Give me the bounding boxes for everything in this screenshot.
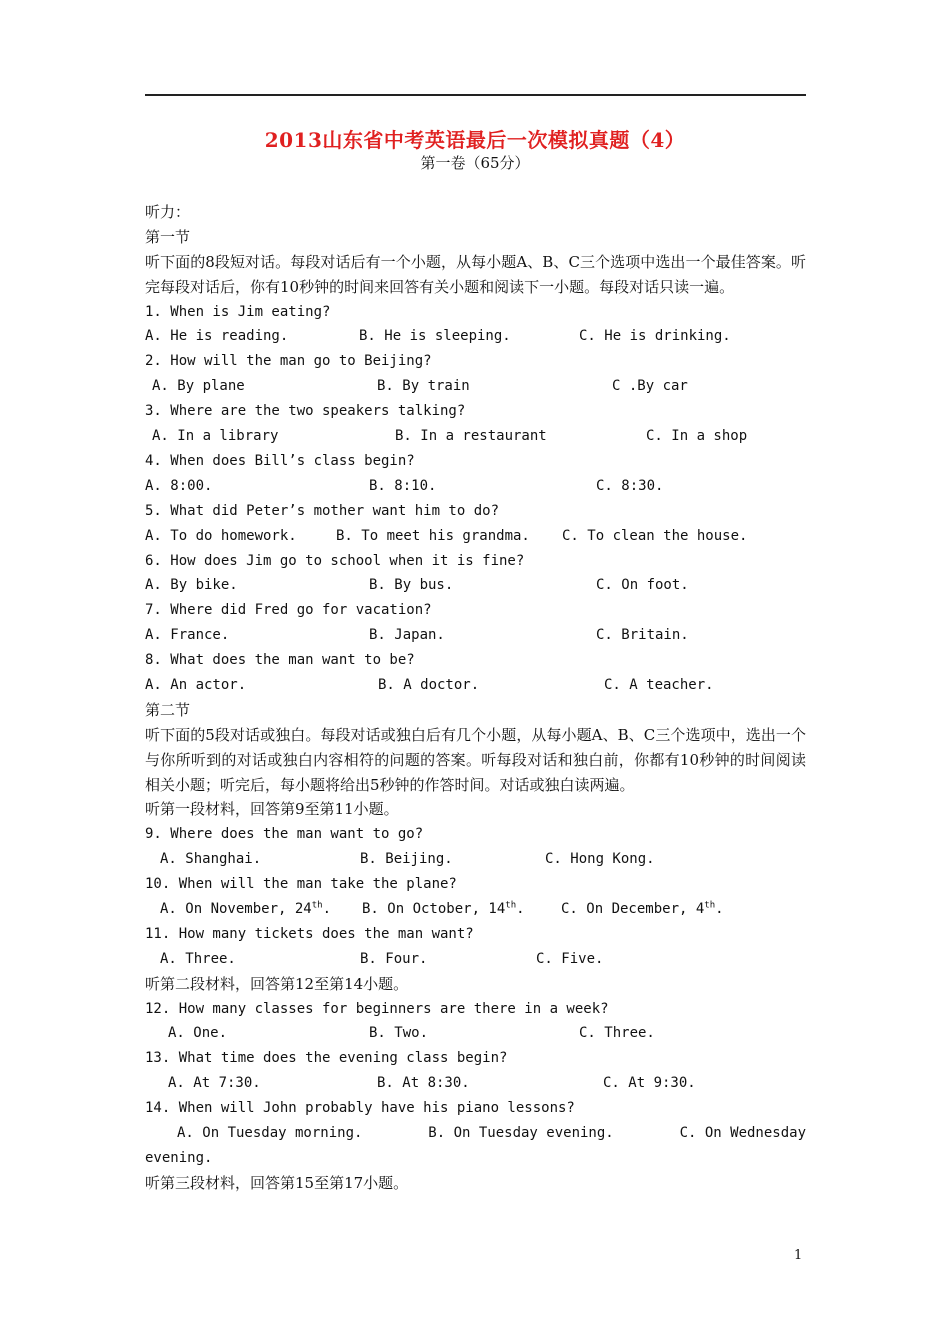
question-8: 8. What does the man want to be? [145,652,415,669]
options-5 [145,524,806,549]
option-c: C. On foot. [596,577,689,594]
option-b: B. On Tuesday evening. [428,1125,614,1142]
question-5: 5. What did Peter’s mother want him to do? [145,502,500,519]
option-a: A. At 7:30. [168,1075,261,1092]
option-c-continued: evening. [145,1149,213,1166]
option-c: C. Five. [536,950,604,967]
question-9: 9. Where does the man want to go? [145,826,424,843]
option-b: B. By bus. [369,577,454,594]
question-3: 3. Where are the two speakers talking? [145,403,466,420]
option-b: B. To meet his grandma. [336,527,530,544]
option-b: B. By train [377,378,470,395]
option-b: B. 8:10. [369,477,437,494]
options-3 [145,424,806,449]
option-a: A. By bike. [145,577,238,594]
question-4: 4. When does Bill’s class begin? [145,452,415,469]
material-1-note: 听第一段材料，回答第9至第11小题。 [145,800,399,819]
options-11 [145,947,806,972]
section-2-heading: 第二节 [145,700,191,719]
option-a: A. He is reading. [145,328,289,345]
options-9 [145,847,806,872]
document-body [145,200,806,1196]
option-a: A. On Tuesday morning. [177,1125,363,1142]
option-c: C. On Wednesday [679,1125,806,1142]
question-10: 10. When will the man take the plane? [145,876,457,893]
question-13: 13. What time does the evening class begin? [145,1050,508,1067]
section-1-instructions: 听下面的8段短对话。每段对话后有一个小题，从每小题A、B、C三个选项中选出一个最佳答案。听完每段对话后，你有10秒钟的时间来回答有关小题和阅读下一小题。每段对话只读一遍。 [145,252,806,296]
page-subtitle: 第一卷（65分） [420,154,530,172]
options-14 [145,1121,806,1146]
option-a: A. One. [168,1025,228,1042]
option-b: B. Beijing. [360,851,453,868]
option-c: C. Three. [579,1025,655,1042]
options-1 [145,324,806,349]
option-b: B. On October, 14th. [362,900,525,918]
section-2-instructions: 听下面的5段对话或独白。每段对话或独白后有几个小题，从每小题A、B、C三个选项中，选出一个与你所听到的对话或独白内容相符的问题的答案。听每段对话和独白前，你都有10秒钟的时间阅读相关小题；听完后，每小题将给出5秒钟的作答时间。对话或独白读两遍。 [145,725,806,794]
option-a: A. Shanghai. [160,851,262,868]
question-2: 2. How will the man go to Beijing? [145,353,432,370]
material-3-note: 听第三段材料，回答第15至第17小题。 [145,1173,409,1192]
page-number: 1 [794,1248,803,1263]
options-8 [145,673,806,698]
options-10 [145,897,806,922]
option-b: B. Japan. [369,627,445,644]
section-1-heading: 第一节 [145,227,191,246]
option-c: C .By car [612,378,688,395]
question-6: 6. How does Jim go to school when it is fine? [145,552,525,569]
material-2-note: 听第二段材料，回答第12至第14小题。 [145,974,409,993]
options-2 [145,374,806,399]
header-rule [145,94,806,96]
option-b: B. A doctor. [378,676,480,693]
option-b: B. He is sleeping. [359,328,511,345]
option-c: C. A teacher. [604,676,714,693]
option-b: B. At 8:30. [377,1075,470,1092]
option-b: B. Two. [369,1025,429,1042]
option-a: A. By plane [152,378,245,395]
option-a: A. 8:00. [145,477,213,494]
options-4 [145,474,806,499]
question-1: 1. When is Jim eating? [145,303,331,320]
options-13 [145,1071,806,1096]
option-c: C. On December, 4th. [561,900,724,918]
option-c: C. Hong Kong. [545,851,655,868]
option-b: B. Four. [360,950,428,967]
option-c: C. To clean the house. [562,527,748,544]
options-12 [145,1021,806,1046]
question-7: 7. Where did Fred go for vacation? [145,602,432,619]
option-c: C. At 9:30. [603,1075,696,1092]
option-c: C. 8:30. [596,477,664,494]
option-a: A. To do homework. [145,527,297,544]
option-b: B. In a restaurant [395,428,547,445]
option-c: C. In a shop [646,428,748,445]
question-11: 11. How many tickets does the man want? [145,925,474,942]
option-c: C. Britain. [596,627,689,644]
option-a: A. On November, 24th. [160,900,331,918]
page-title: 2013山东省中考英语最后一次模拟真题（4） [264,128,686,152]
option-a: A. France. [145,627,230,644]
option-c: C. He is drinking. [579,328,731,345]
option-a: A. An actor. [145,676,247,693]
listening-heading: 听力： [145,203,191,221]
option-a: A. In a library [152,428,279,445]
options-6 [145,573,806,598]
option-a: A. Three. [160,950,236,967]
question-12: 12. How many classes for beginners are there in a week? [145,1000,609,1017]
options-7 [145,623,806,648]
question-14: 14. When will John probably have his piano lessons? [145,1100,575,1117]
